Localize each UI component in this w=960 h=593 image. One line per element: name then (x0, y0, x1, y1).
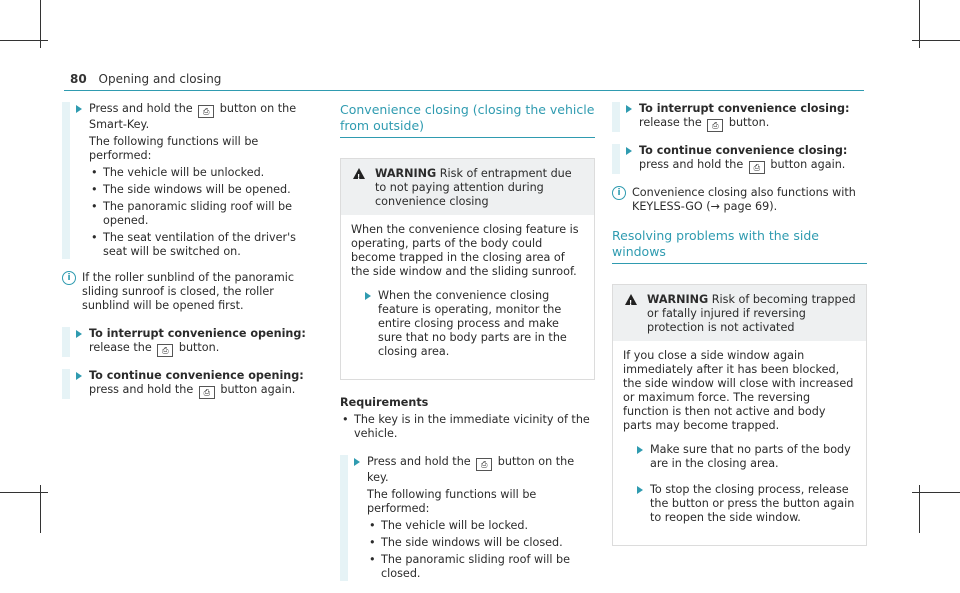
arrow-icon (76, 105, 82, 113)
list-item: • The vehicle will be locked. (367, 519, 595, 533)
unlock-key-icon: ⎙ (199, 386, 215, 399)
info-icon: i (612, 186, 626, 200)
function-list (89, 166, 322, 259)
warning-step: Make sure that no parts of the body are in the closing area. (623, 443, 856, 471)
list-item: • The vehicle will be unlocked. (89, 166, 322, 180)
crop-mark (0, 492, 48, 493)
arrow-icon (76, 372, 82, 380)
requirements-title: Requirements (340, 396, 429, 409)
lock-key-icon: ⎙ (707, 119, 723, 132)
lock-key-icon: ⎙ (476, 458, 492, 471)
crop-mark (0, 40, 48, 41)
step-continue-opening: To continue convenience opening: press and hold the ⎙ button again. (62, 369, 322, 399)
arrow-icon (354, 458, 360, 466)
lock-key-icon: ⎙ (749, 161, 765, 174)
crop-mark (912, 492, 960, 493)
arrow-icon (365, 292, 371, 300)
warning-step: When the convenience closing feature is operating, monitor the entire closing process and make sure that no body parts are in the closing area. (351, 289, 584, 359)
function-list (367, 519, 595, 581)
warning-box (340, 158, 595, 380)
info-icon: i (62, 271, 76, 285)
warning-icon (353, 168, 365, 179)
step-press-hold: Press and hold the ⎙ button on the Smart-Key. The following functions will be performed: • The vehicle will be unlocked. • The side windows will be opened. • The panoramic sliding roof will be opened. • The seat ventilation of the driver's seat will be switched on. (62, 102, 322, 259)
warning-step: To stop the closing process, release the button or press the button again to reopen the side window. (623, 483, 856, 525)
step-press-hold-lock: Press and hold the ⎙ button on the key. The following functions will be performed: • The vehicle will be locked. • The side windows will be closed. • The panoramic sliding roof will be closed. (340, 455, 595, 581)
list-item: • The seat ventilation of the driver's seat will be switched on. (89, 231, 322, 259)
step-continue-closing: To continue convenience closing: press and hold the ⎙ button again. (612, 144, 867, 174)
crop-mark (912, 40, 960, 41)
arrow-icon (626, 105, 632, 113)
warning-body: If you close a side window again immediately after it has been blocked, the side window will close with increased or maximum force. The reversing function is then not active and body parts may become trapped. Make sure that no parts of the body are in the closing area. To stop the closing process, release the button or press the button again to reopen the side window. (623, 349, 855, 524)
arrow-icon (76, 330, 82, 338)
warning-box (612, 284, 867, 546)
unlock-key-icon: ⎙ (198, 105, 214, 118)
unlock-key-icon: ⎙ (157, 344, 173, 357)
page-header (70, 72, 221, 86)
section-title: Resolving problems with the side windows (612, 228, 867, 264)
section-name: Opening and closing (98, 72, 222, 86)
info-note: i Convenience closing also functions with KEYLESS-GO (→ page 69). (612, 186, 867, 214)
column-1 (62, 102, 322, 411)
arrow-icon (626, 147, 632, 155)
list-item: • The side windows will be closed. (367, 536, 595, 550)
step-interrupt-opening: To interrupt convenience opening: release the ⎙ button. (62, 327, 322, 357)
info-note: i If the roller sunblind of the panoramic sliding sunroof is closed, the roller sunblind will be opened first. (62, 271, 322, 313)
section-title: Convenience closing (closing the vehicle from outside) (340, 102, 595, 138)
warning-icon (625, 294, 637, 305)
list-item: • The panoramic sliding roof will be opened. (89, 200, 322, 228)
warning-header: ! WARNING Risk of becoming trapped or fatally injured if reversing protection is not activated (613, 285, 866, 341)
arrow-icon (637, 446, 643, 454)
step-interrupt-closing: To interrupt convenience closing: release the ⎙ button. (612, 102, 867, 132)
column-2 (340, 102, 595, 593)
arrow-icon (637, 486, 643, 494)
header-rule (64, 90, 864, 91)
requirements-list (340, 413, 595, 441)
warning-body: When the convenience closing feature is operating, parts of the body could become trapped in the closing area of the side window and the sliding sunroof. When the convenience closing feature is operating, monitor the entire closing process and make sure that no body parts are in the closing area. (341, 215, 594, 379)
column-3 (612, 102, 867, 562)
list-item: • The side windows will be opened. (89, 183, 322, 197)
list-item: • The panoramic sliding roof will be closed. (367, 553, 595, 581)
list-item: • The key is in the immediate vicinity of the vehicle. (340, 413, 595, 441)
page-number: 80 (70, 72, 87, 86)
warning-header: ! WARNING Risk of entrapment due to not paying attention during convenience closing (341, 159, 594, 215)
